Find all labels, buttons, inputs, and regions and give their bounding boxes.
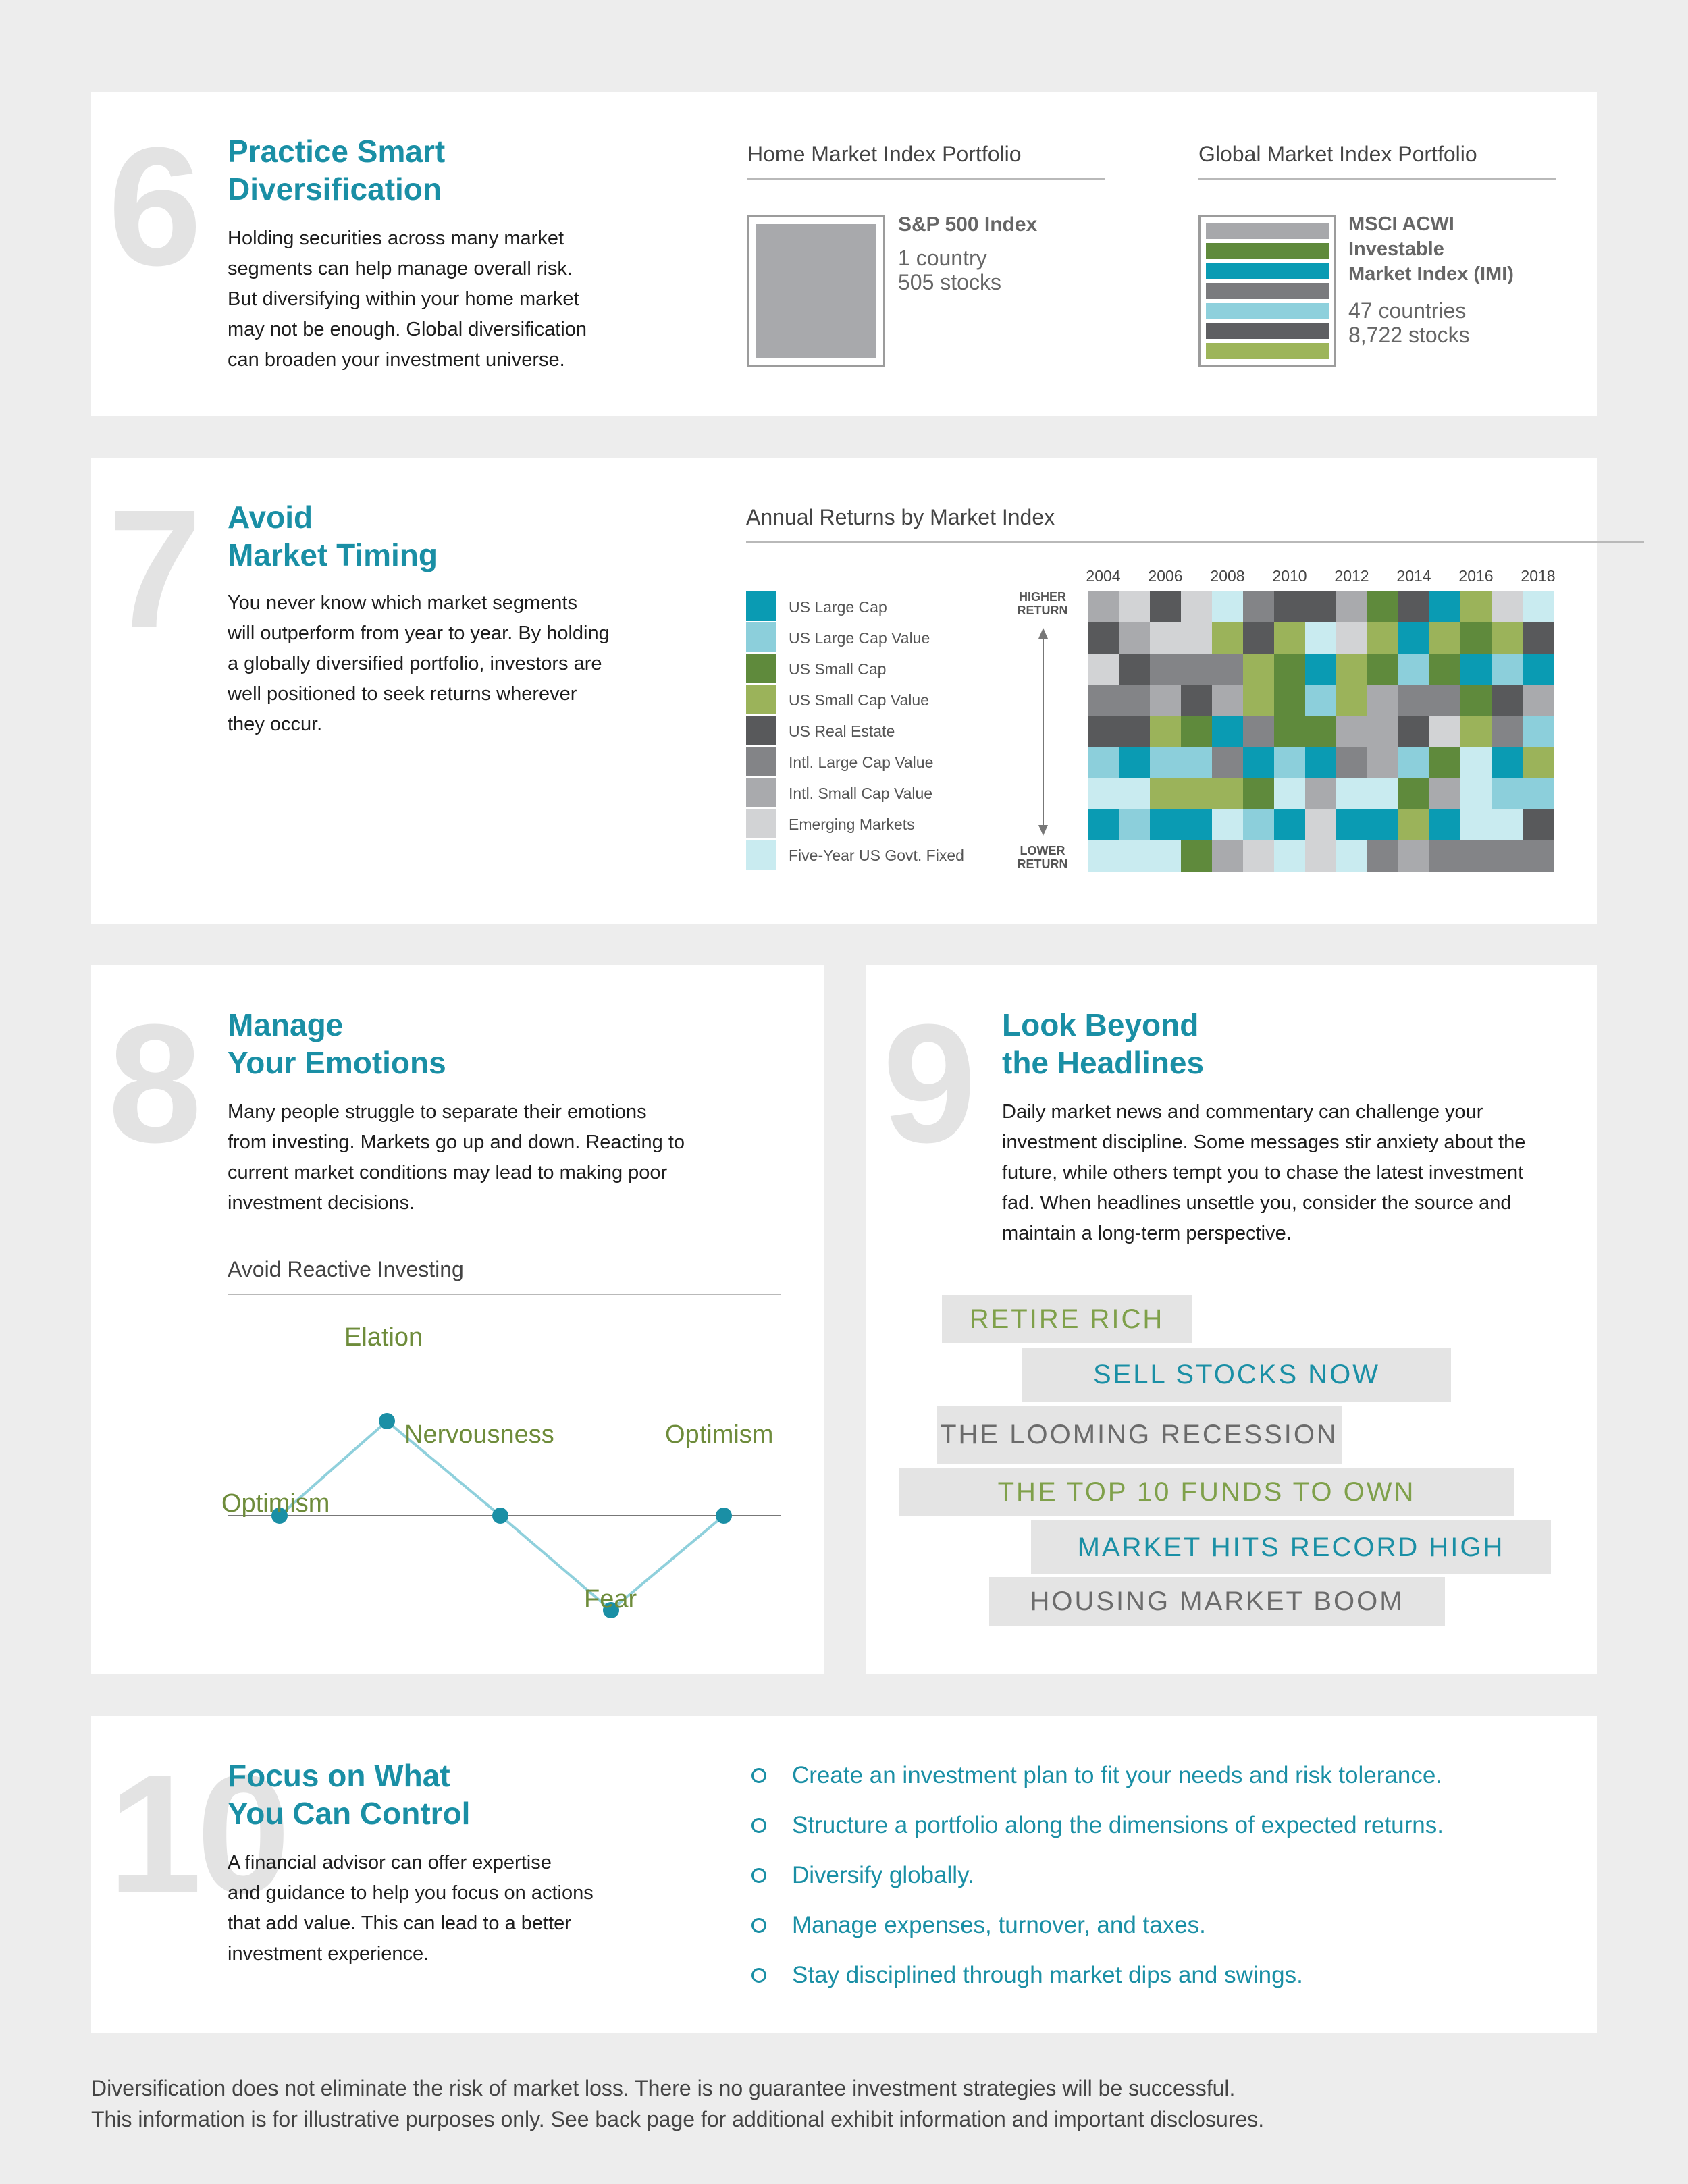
body-line: segments can help manage overall risk.	[228, 258, 573, 279]
divider	[1198, 178, 1556, 180]
heatmap-cell	[1088, 685, 1119, 716]
heatmap-cell	[1429, 809, 1461, 841]
up-down-arrow-icon	[1033, 628, 1053, 836]
body-line: they occur.	[228, 714, 323, 735]
title-line-2: You Can Control	[228, 1796, 471, 1831]
year-label: 2014	[1396, 567, 1431, 585]
heatmap-cell	[1460, 622, 1492, 654]
heatmap-cell	[1460, 654, 1492, 685]
index-stripe	[1206, 283, 1329, 299]
body-line: investment decisions.	[228, 1192, 415, 1214]
heatmap-cell	[1336, 778, 1368, 809]
emotion-label-elation: Elation	[344, 1323, 423, 1352]
heatmap-cell	[1460, 747, 1492, 778]
heatmap-cell	[1119, 622, 1151, 654]
heatmap-cell	[1367, 685, 1399, 716]
title-line-2: Your Emotions	[228, 1045, 446, 1080]
heatmap-cell	[1119, 747, 1151, 778]
year-label: 2004	[1086, 567, 1121, 585]
heatmap-cell	[1212, 809, 1244, 841]
heatmap-cell	[1088, 840, 1119, 872]
heatmap-cell	[1429, 685, 1461, 716]
title-line-1: Focus on What	[228, 1758, 450, 1793]
global-portfolio-heading: Global Market Index Portfolio	[1198, 142, 1477, 166]
heatmap-cell	[1212, 654, 1244, 685]
heatmap-cell	[1429, 778, 1461, 809]
index-stripe	[1206, 323, 1329, 340]
section-body	[1002, 1097, 1583, 1249]
heatmap-cell	[1492, 591, 1523, 623]
heatmap-cell	[1243, 654, 1275, 685]
heatmap-cell	[1336, 685, 1368, 716]
home-portfolio-box	[747, 215, 885, 367]
circle-bullet-icon	[751, 1968, 766, 1983]
emotion-label-optimism-end: Optimism	[665, 1420, 774, 1449]
index-stripe	[1206, 303, 1329, 319]
section-title	[228, 1757, 470, 1832]
legend-label: US Large Cap Value	[789, 629, 930, 647]
heatmap-cell	[1523, 747, 1554, 778]
body-line: that add value. This can lead to a better	[228, 1913, 571, 1934]
heatmap-cell	[1274, 809, 1306, 841]
headline-housing-boom: HOUSING MARKET BOOM	[989, 1577, 1445, 1626]
heatmap-cell	[1398, 685, 1430, 716]
body-line: investment experience.	[228, 1943, 429, 1965]
emotion-label-optimism: Optimism	[221, 1489, 330, 1518]
heatmap-cell	[1150, 840, 1182, 872]
heatmap-cell	[1305, 591, 1337, 623]
heatmap-cell	[1367, 778, 1399, 809]
heatmap-cell	[1305, 747, 1337, 778]
legend-label: US Small Cap Value	[789, 691, 929, 709]
index-name-line: MSCI ACWI	[1348, 213, 1454, 235]
heatmap-cell	[1150, 747, 1182, 778]
heatmap-cell	[1212, 840, 1244, 872]
heatmap-cell	[1243, 685, 1275, 716]
section-number: 6	[108, 112, 197, 300]
body-line: Daily market news and commentary can challenge your	[1002, 1101, 1483, 1123]
global-index-name	[1348, 212, 1514, 287]
headline-record-high: MARKET HITS RECORD HIGH	[1031, 1520, 1551, 1574]
heatmap-cell	[1243, 591, 1275, 623]
axis-text: HIGHER	[1018, 590, 1066, 604]
legend-swatch	[746, 778, 776, 807]
heatmap-cell	[1460, 685, 1492, 716]
section-number: 10	[108, 1740, 286, 1928]
heatmap-cell	[1212, 716, 1244, 747]
chart-heading: Annual Returns by Market Index	[746, 505, 1055, 529]
headline-top-10-funds: THE TOP 10 FUNDS TO OWN	[899, 1468, 1514, 1516]
divider	[228, 1294, 781, 1295]
heatmap-cell	[1212, 685, 1244, 716]
heatmap-cell	[1429, 716, 1461, 747]
index-stripe	[1206, 263, 1329, 279]
emotion-point	[379, 1413, 395, 1429]
heatmap-cell	[1398, 809, 1430, 841]
divider	[746, 541, 1644, 543]
heatmap-cell	[1274, 716, 1306, 747]
index-name-line: Investable	[1348, 238, 1444, 260]
heatmap-cell	[1305, 685, 1337, 716]
heatmap-cell	[1088, 591, 1119, 623]
section-number: 9	[882, 989, 972, 1177]
heatmap-cell	[1429, 840, 1461, 872]
home-countries: 1 country	[898, 246, 987, 270]
axis-higher-return	[1005, 590, 1080, 617]
heatmap-cell	[1492, 840, 1523, 872]
emotion-point	[492, 1508, 508, 1524]
index-name-line: Market Index (IMI)	[1348, 263, 1514, 285]
heatmap-year-axis	[1088, 567, 1554, 587]
heatmap-cell	[1398, 622, 1430, 654]
body-line: will outperform from year to year. By holding	[228, 622, 610, 644]
title-line-2: the Headlines	[1002, 1045, 1205, 1080]
index-stripe	[1206, 223, 1329, 239]
heatmap-cell	[1398, 840, 1430, 872]
body-line: may not be enough. Global diversification	[228, 319, 587, 340]
legend-swatch	[746, 840, 776, 870]
legend-swatch	[746, 747, 776, 776]
heatmap-cell	[1243, 840, 1275, 872]
heatmap-cell	[1088, 622, 1119, 654]
heatmap-cell	[1523, 778, 1554, 809]
axis-text: RETURN	[1017, 857, 1068, 871]
section-number: 8	[108, 989, 197, 1177]
heatmap-cell	[1367, 622, 1399, 654]
body-line: A financial advisor can offer expertise	[228, 1852, 552, 1873]
heatmap-cell	[1150, 654, 1182, 685]
heatmap-cell	[1274, 840, 1306, 872]
heatmap-cell	[1305, 654, 1337, 685]
heatmap-cell	[1367, 809, 1399, 841]
circle-bullet-icon	[751, 1768, 766, 1783]
action-list	[751, 1762, 1575, 2019]
heatmap-cell	[1523, 716, 1554, 747]
heatmap-cell	[1150, 716, 1182, 747]
legend-label: US Large Cap	[789, 598, 887, 616]
heatmap-cell	[1212, 591, 1244, 623]
body-line: fad. When headlines unsettle you, consider the source and	[1002, 1192, 1512, 1214]
home-portfolio-fill	[756, 224, 876, 358]
body-line: current market conditions may lead to making poor	[228, 1162, 668, 1183]
heatmap-cell	[1305, 716, 1337, 747]
heatmap-cell	[1367, 840, 1399, 872]
heatmap-cell	[1460, 591, 1492, 623]
title-line-1: Manage	[228, 1007, 344, 1042]
heatmap-cell	[1243, 622, 1275, 654]
global-portfolio-box	[1198, 215, 1336, 367]
year-label: 2018	[1521, 567, 1556, 585]
section-body	[228, 1848, 673, 1969]
year-label: 2012	[1334, 567, 1369, 585]
heatmap-cell	[1367, 747, 1399, 778]
heatmap-cell	[1150, 778, 1182, 809]
section-body	[228, 588, 673, 740]
heatmap-cell	[1398, 591, 1430, 623]
global-countries: 47 countries	[1348, 298, 1467, 323]
heatmap-cell	[1150, 809, 1182, 841]
index-stripe	[1206, 343, 1329, 359]
heatmap-cell	[1398, 778, 1430, 809]
year-label: 2016	[1458, 567, 1494, 585]
body-line: a globally diversified portfolio, investors are	[228, 653, 602, 674]
title-line-1: Practice Smart	[228, 134, 446, 169]
action-text: Manage expenses, turnover, and taxes.	[792, 1912, 1206, 1938]
home-index-name: S&P 500 Index	[898, 213, 1038, 236]
heatmap-cell	[1119, 778, 1151, 809]
body-line: investment discipline. Some messages stir anxiety about the	[1002, 1131, 1526, 1153]
title-line-1: Avoid	[228, 500, 313, 535]
axis-arrow	[1033, 628, 1053, 836]
heatmap-cell	[1150, 591, 1182, 623]
heatmap-cell	[1429, 747, 1461, 778]
year-label: 2008	[1210, 567, 1245, 585]
heatmap-cell	[1523, 685, 1554, 716]
heatmap-cell	[1336, 622, 1368, 654]
circle-bullet-icon	[751, 1918, 766, 1933]
heatmap-cell	[1523, 654, 1554, 685]
heatmap-cell	[1460, 716, 1492, 747]
heatmap-cell	[1367, 716, 1399, 747]
legend-swatch	[746, 654, 776, 683]
heatmap-cell	[1150, 622, 1182, 654]
heatmap-cell	[1398, 654, 1430, 685]
heatmap-cell	[1336, 747, 1368, 778]
home-portfolio-heading: Home Market Index Portfolio	[747, 142, 1022, 166]
heatmap-cell	[1243, 747, 1275, 778]
heatmap-cell	[1181, 591, 1213, 623]
heatmap-cell	[1181, 840, 1213, 872]
heatmap-cell	[1274, 685, 1306, 716]
legend-swatch	[746, 716, 776, 745]
heatmap-cell	[1305, 809, 1337, 841]
section-title	[1002, 1006, 1204, 1082]
heatmap-cell	[1367, 654, 1399, 685]
heatmap-cell	[1336, 654, 1368, 685]
heatmap-cell	[1274, 778, 1306, 809]
section-8-card	[91, 965, 824, 1674]
heatmap-cell	[1429, 622, 1461, 654]
heatmap-cell	[1150, 685, 1182, 716]
heatmap-legend	[746, 591, 1016, 875]
headline-sell-stocks-now: SELL STOCKS NOW	[1022, 1348, 1451, 1402]
emotion-point	[716, 1508, 732, 1524]
heatmap-cell	[1119, 716, 1151, 747]
headline-retire-rich: RETIRE RICH	[942, 1295, 1192, 1343]
heatmap-cell	[1305, 622, 1337, 654]
heatmap-cell	[1492, 622, 1523, 654]
heatmap-cell	[1336, 840, 1368, 872]
heatmap-cell	[1088, 809, 1119, 841]
heatmap-cell	[1181, 622, 1213, 654]
heatmap-cell	[1274, 654, 1306, 685]
circle-bullet-icon	[751, 1868, 766, 1883]
heatmap-cell	[1305, 840, 1337, 872]
axis-text: RETURN	[1017, 604, 1068, 617]
action-text: Diversify globally.	[792, 1862, 974, 1888]
body-line: future, while others tempt you to chase the latest investment	[1002, 1162, 1524, 1183]
heatmap-cell	[1460, 840, 1492, 872]
diagram-heading: Avoid Reactive Investing	[228, 1257, 464, 1281]
legend-swatch	[746, 685, 776, 714]
year-label: 2006	[1148, 567, 1183, 585]
heatmap-cell	[1429, 591, 1461, 623]
section-10-card	[91, 1716, 1597, 2033]
section-body	[228, 223, 646, 375]
body-line: Many people struggle to separate their emotions	[228, 1101, 647, 1123]
title-line-1: Look Beyond	[1002, 1007, 1199, 1042]
heatmap-cell	[1088, 654, 1119, 685]
heatmap-cell	[1212, 778, 1244, 809]
index-stripe	[1206, 243, 1329, 259]
heatmap-cell	[1429, 654, 1461, 685]
section-7-card	[91, 458, 1597, 924]
heatmap-cell	[1336, 716, 1368, 747]
heatmap-cell	[1336, 591, 1368, 623]
heatmap-cell	[1181, 809, 1213, 841]
legend-swatch	[746, 622, 776, 652]
headline-looming-recession: THE LOOMING RECESSION	[937, 1406, 1342, 1464]
heatmap-cell	[1212, 747, 1244, 778]
heatmap-cell	[1181, 778, 1213, 809]
heatmap-grid	[1088, 591, 1554, 871]
heatmap-cell	[1460, 809, 1492, 841]
legend-swatch	[746, 591, 776, 621]
heatmap-cell	[1181, 685, 1213, 716]
section-body	[228, 1097, 781, 1219]
heatmap-cell	[1492, 809, 1523, 841]
legend-label: US Small Cap	[789, 660, 887, 678]
body-line: and guidance to help you focus on actions	[228, 1882, 594, 1904]
disclaimer-line-1: Diversification does not eliminate the risk of market loss. There is no guarantee investment strategies will be successful.	[91, 2076, 1236, 2100]
heatmap-cell	[1243, 778, 1275, 809]
heatmap-cell	[1088, 778, 1119, 809]
heatmap-cell	[1181, 716, 1213, 747]
divider	[747, 178, 1105, 180]
heatmap-cell	[1492, 716, 1523, 747]
global-stocks: 8,722 stocks	[1348, 323, 1470, 347]
heatmap-cell	[1336, 809, 1368, 841]
body-line: well positioned to seek returns wherever	[228, 683, 577, 705]
emotion-cycle-diagram	[228, 1343, 781, 1627]
heatmap-cell	[1523, 622, 1554, 654]
disclaimer	[91, 2073, 1264, 2135]
heatmap-cell	[1305, 778, 1337, 809]
heatmap-cell	[1119, 591, 1151, 623]
body-line: from investing. Markets go up and down. Reacting to	[228, 1131, 685, 1153]
disclaimer-line-2: This information is for illustrative purposes only. See back page for additional exhibit information and important disclosures.	[91, 2107, 1265, 2131]
heatmap-cell	[1181, 747, 1213, 778]
section-title	[228, 1006, 446, 1082]
heatmap-cell	[1523, 591, 1554, 623]
heatmap-cell	[1119, 685, 1151, 716]
legend-label: Five-Year US Govt. Fixed	[789, 847, 964, 864]
year-label: 2010	[1272, 567, 1307, 585]
title-line-2: Market Timing	[228, 537, 438, 572]
heatmap-cell	[1492, 778, 1523, 809]
heatmap-cell	[1492, 654, 1523, 685]
heatmap-cell	[1398, 747, 1430, 778]
body-line: Holding securities across many market	[228, 228, 564, 249]
emotion-label-fear: Fear	[584, 1585, 637, 1614]
heatmap-cell	[1460, 778, 1492, 809]
heatmap-cell	[1119, 809, 1151, 841]
heatmap-cell	[1088, 716, 1119, 747]
section-9-card	[866, 965, 1597, 1674]
action-text: Stay disciplined through market dips and swings.	[792, 1962, 1303, 1988]
legend-label: Intl. Small Cap Value	[789, 784, 933, 802]
heatmap-cell	[1088, 747, 1119, 778]
section-6-card	[91, 92, 1597, 416]
heatmap-cell	[1181, 654, 1213, 685]
legend-label: US Real Estate	[789, 722, 895, 740]
body-line: You never know which market segments	[228, 592, 577, 614]
legend-swatch	[746, 809, 776, 838]
heatmap-cell	[1243, 716, 1275, 747]
axis-text: LOWER	[1020, 844, 1065, 857]
legend-label: Intl. Large Cap Value	[789, 753, 934, 771]
emotion-label-nervousness: Nervousness	[404, 1420, 554, 1449]
heatmap-cell	[1274, 591, 1306, 623]
section-title	[228, 498, 438, 574]
body-line: can broaden your investment universe.	[228, 349, 565, 371]
circle-bullet-icon	[751, 1818, 766, 1833]
heatmap-cell	[1492, 685, 1523, 716]
heatmap-cell	[1523, 809, 1554, 841]
home-stocks: 505 stocks	[898, 270, 1001, 294]
heatmap-cell	[1398, 716, 1430, 747]
heatmap-cell	[1274, 747, 1306, 778]
title-line-2: Diversification	[228, 171, 442, 207]
heatmap-cell	[1274, 622, 1306, 654]
legend-label: Emerging Markets	[789, 816, 915, 833]
axis-lower-return	[1005, 844, 1080, 871]
section-title	[228, 132, 445, 208]
heatmap-cell	[1492, 747, 1523, 778]
heatmap-cell	[1243, 809, 1275, 841]
body-line: But diversifying within your home market	[228, 288, 579, 310]
heatmap-cell	[1119, 840, 1151, 872]
action-text: Create an investment plan to fit your needs and risk tolerance.	[792, 1762, 1443, 1788]
heatmap-cell	[1367, 591, 1399, 623]
body-line: maintain a long-term perspective.	[1002, 1223, 1292, 1244]
heatmap-cell	[1212, 622, 1244, 654]
heatmap-cell	[1119, 654, 1151, 685]
heatmap-cell	[1523, 840, 1554, 872]
section-number: 7	[108, 475, 197, 663]
action-text: Structure a portfolio along the dimensions of expected returns.	[792, 1812, 1444, 1838]
